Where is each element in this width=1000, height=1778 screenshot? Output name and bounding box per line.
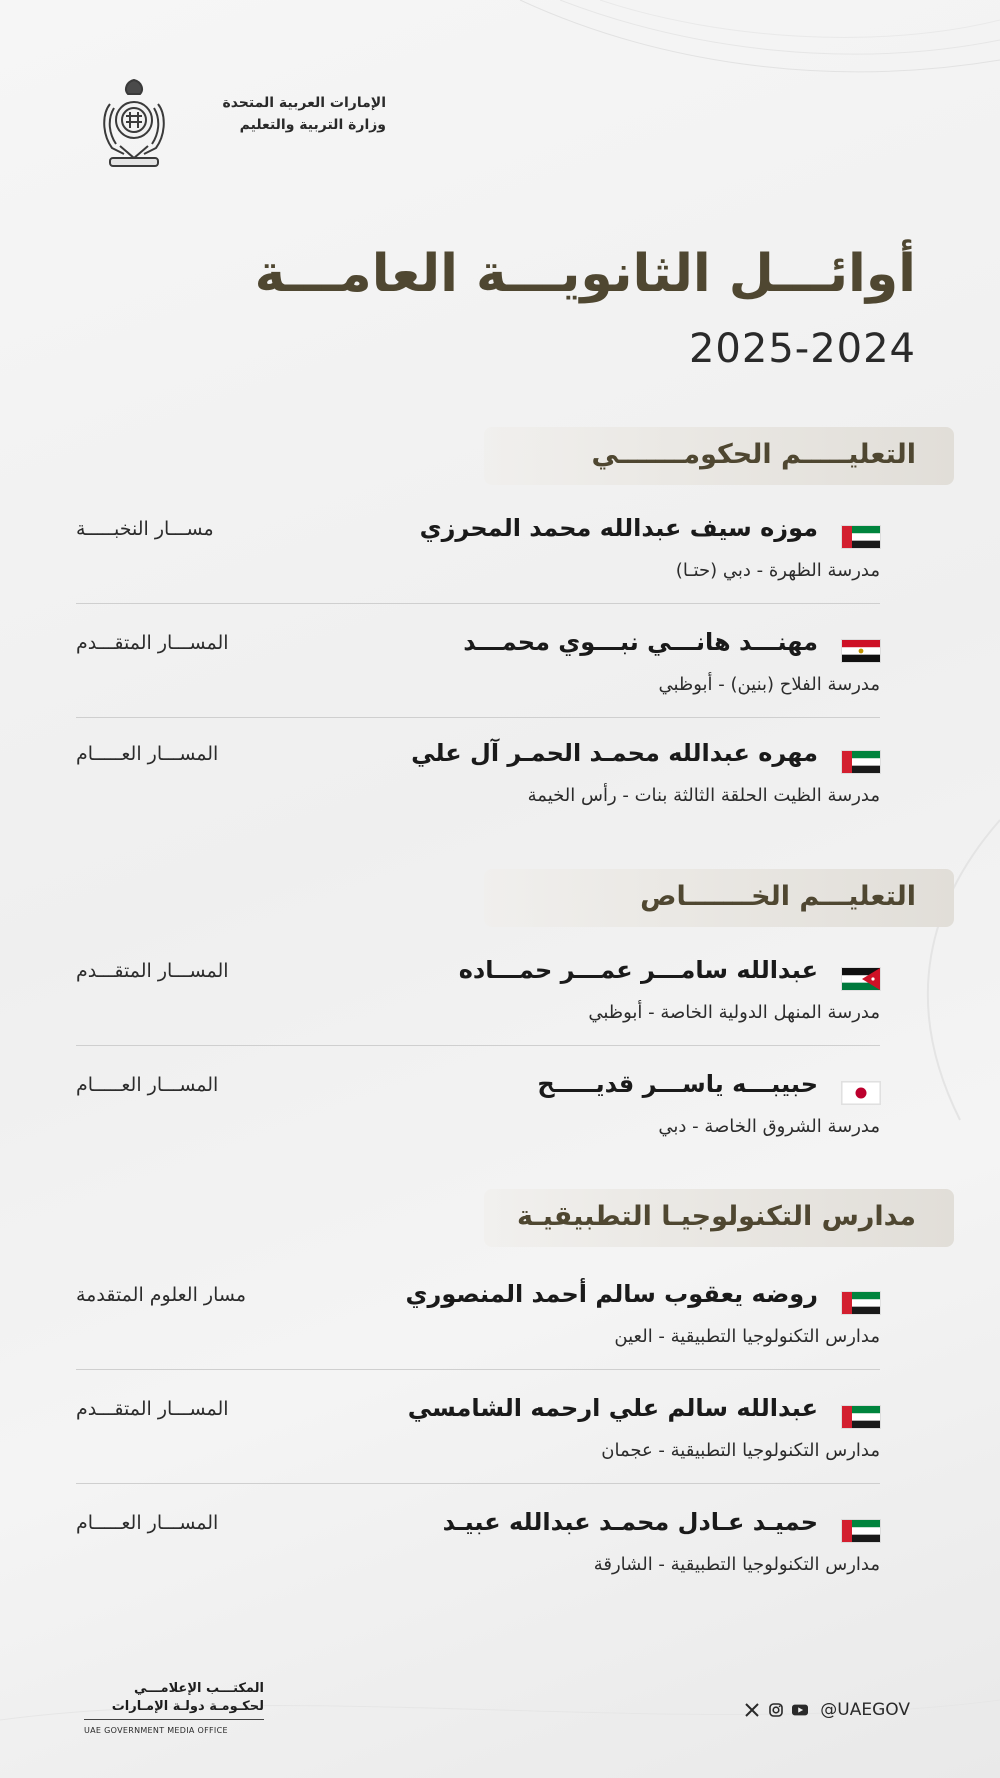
uae-flag-icon — [842, 751, 880, 773]
list-item — [76, 614, 880, 714]
divider — [76, 1045, 880, 1046]
school-name: مدرسة الفلاح (بنين) - أبوظبي — [658, 674, 880, 695]
page-title: أوائـــل الثانويـــة العامـــة — [254, 244, 916, 304]
uae-flag-icon — [842, 1520, 880, 1542]
section-title: التعليـــــم الحكومـــــــي — [591, 439, 916, 470]
jordan-flag-icon — [842, 968, 880, 990]
student-name: حبيبـــه ياســـر قديـــــح — [537, 1070, 818, 1098]
school-name: مدارس التكنولوجيا التطبيقية - العين — [614, 1326, 880, 1347]
student-name: عبدالله سامـــر عمـــر حمـــاده — [458, 956, 818, 984]
student-name: مهنـــد هانـــي نبـــوي محمـــد — [463, 628, 818, 656]
track-name: مســـار النخبـــــة — [76, 518, 214, 540]
section-header-applied-tech — [484, 1189, 954, 1247]
ministry-name: وزارة التربية والتعليم — [239, 117, 386, 133]
list-item — [76, 942, 880, 1042]
student-name: حميـد عـادل محمـد عبدالله عبيـد — [442, 1508, 818, 1536]
divider — [76, 717, 880, 718]
list-item — [76, 1380, 880, 1480]
student-name: مهره عبدالله محمـد الحمـر آل علي — [411, 739, 818, 767]
track-name: المســـار العـــــام — [76, 743, 219, 765]
uae-flag-icon — [842, 526, 880, 548]
japan-flag-icon — [842, 1082, 880, 1104]
instagram-icon[interactable] — [768, 1702, 784, 1718]
egypt-flag-icon — [842, 640, 880, 662]
school-name: مدرسة الظهرة - دبي (حتـا) — [675, 560, 880, 581]
list-item — [76, 1494, 880, 1594]
track-name: المســـار المتقـــدم — [76, 632, 229, 654]
section-header-private — [484, 869, 954, 927]
track-name: المســـار العـــــام — [76, 1512, 219, 1534]
school-name: مدارس التكنولوجيا التطبيقية - عجمان — [601, 1440, 880, 1461]
divider — [84, 1719, 264, 1720]
social-links — [744, 1698, 910, 1722]
list-item — [76, 725, 880, 825]
ministry-logo — [96, 74, 396, 174]
media-office-line-1: المكتـــب الإعلامـــي — [134, 1681, 264, 1696]
section-title: مدارس التكنولوجيـا التطبيقيـة — [517, 1201, 916, 1232]
student-name: موزه سيف عبدالله محمد المحرزي — [419, 514, 818, 542]
school-name: مدارس التكنولوجيا التطبيقية - الشارقة — [593, 1554, 880, 1575]
school-name: مدرسة الظيت الحلقة الثالثة بنات - رأس الخيمة — [527, 785, 880, 806]
divider — [76, 1369, 880, 1370]
section-header-government — [484, 427, 954, 485]
track-name: المســـار العـــــام — [76, 1074, 219, 1096]
uae-flag-icon — [842, 1292, 880, 1314]
track-name: مسار العلوم المتقدمة — [76, 1284, 247, 1306]
x-icon[interactable] — [744, 1702, 760, 1718]
media-office-english: UAE GOVERNMENT MEDIA OFFICE — [84, 1726, 228, 1735]
divider — [76, 603, 880, 604]
student-name: روضه يعقوب سالم أحمد المنصوري — [405, 1280, 818, 1308]
track-name: المســـار المتقـــدم — [76, 1398, 229, 1420]
uae-flag-icon — [842, 1406, 880, 1428]
list-item — [76, 1266, 880, 1366]
divider — [76, 1483, 880, 1484]
school-name: مدرسة الشروق الخاصة - دبي — [658, 1116, 880, 1137]
track-name: المســـار المتقـــدم — [76, 960, 229, 982]
student-name: عبدالله سالم علي ارحمه الشامسي — [407, 1394, 818, 1422]
school-name: مدرسة المنهل الدولية الخاصة - أبوظبي — [588, 1002, 880, 1023]
media-office-logo — [84, 1680, 264, 1750]
uae-emblem-icon — [96, 74, 172, 170]
section-title: التعليـــم الخـــــــاص — [640, 881, 916, 912]
list-item — [76, 1056, 880, 1156]
social-handle[interactable]: @UAEGOV — [820, 1700, 910, 1720]
country-name: الإمارات العربية المتحدة — [222, 95, 386, 111]
youtube-icon[interactable] — [792, 1702, 808, 1718]
media-office-line-2: لحكـومـة دولـة الإمـارات — [111, 1699, 264, 1714]
page-year: 2025-2024 — [688, 326, 916, 372]
list-item — [76, 500, 880, 600]
